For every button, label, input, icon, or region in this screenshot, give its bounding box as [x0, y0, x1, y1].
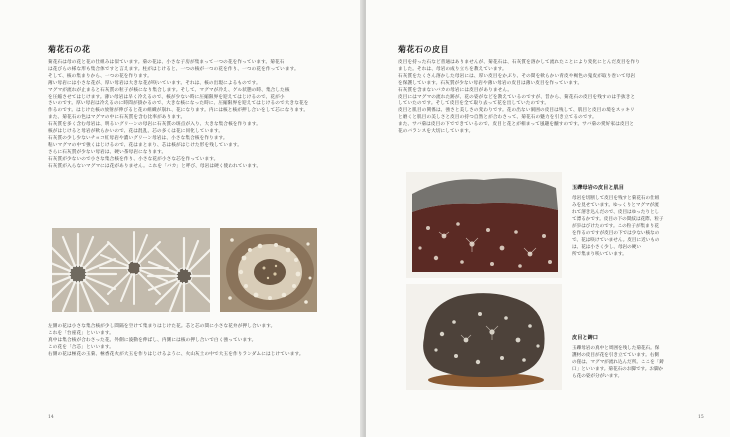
photo-cut-stone-skin-and-face: [406, 172, 562, 278]
caption1-title: 玉礫母岩の皮目と肌目: [572, 185, 624, 191]
left-page-title: 菊花石の花: [48, 44, 91, 54]
photo-stone-skin-and-casting-mouth: [406, 284, 562, 390]
left-page-body: 菊花石は母の花と花の仕組みは似ています。菊の花は、小さな子房が集まって一つの花を作っています。菊花石 は花びらの様な形も集合体ですと言えます。柱がはじけると、一つの核が一つの花を作り、一つの花を作っています。 そして、核の集まりから、一つの花を作ります。 薄い母岩には小さな花が、厚い母岩は大きな花が咲いています。それは、核の出現によるものです。 マグマが流れが止まると石灰質の粒子が核になり集合します。そして、マグマが冷え、ゲル状態の時、集合した核 を圧縮させてはじけます。薄い母岩は早く冷えるので、核が少ない時に圧縮限界を迎えてはじけるので、花が小 さいのです。厚い母岩は冷えるのに時間が掛かるので、大きな核になった時に、圧縮限界を迎えてはじけるので大きな花を 作るのです。はじけた核の放射が伸びると花の組織が崩れ、花になります。内には核と核が押し合いをして芯になります。 また、菊花石の色はマグマの中に石灰質を含む比率があります。 石灰質を多く含む母岩は、明るいグリーンの母岩に石灰質の斑点が入り、大きな集合核を作ります。 核がはじけると母岩が軟らかいので、花は混乱、芯の多くは花に同化しています。 石灰質の少し少ないチョコ紅母岩や濃いグリーン母岩は、小さな集合核を作ります。 粘いマグマの中で強くはじけるので、花はまとまり、芯は核がはじけた形を残しています。 さらに石灰質が少ない母岩は、硬い茶母岩になります。 石灰質が少ないので小さな集合核を作り、小さな花が小さな芯を作っています。 石灰質が入らないマグマには花がありません。これを「バカ」と呼び、母岩は硬く使われています。: [48, 60, 309, 169]
page-number-left: 14: [48, 415, 54, 420]
left-page: [0, 0, 364, 437]
caption1-text: 母岩を切断して皮目を残すと菊花石の仕組 みを見せています。ゆっくりとマグマが流 れて溶き込んだので、皮目はゆったりとし て漂るかです。皮目の下の間紋は花際、粒子 が歩はびけたのです。この粒子が集まり花 を作るのですが皮目の下では少ない核なの で、花は咲けていません。皮目に近いもの は、花は小さく少し、母岩の硬い 所で集まり咲いています。: [572, 196, 664, 257]
photo-chrysanthemum-stone-single-flower: [220, 228, 317, 312]
photo-chrysanthemum-stone-flowers: [52, 228, 210, 312]
page-number-right: 15: [698, 415, 704, 420]
caption2-title: 皮目と鋳口: [572, 335, 598, 341]
right-page-body: 皮目を持った石など普通はありませんが、菊花石は、石灰質を溶かして流れたことにより変化にとんだ皮目を作り ました。それは、母岩の成り立ちを教えています。 石灰質をたくさん溶かした母岩には、厚い皮目をかぶり、その間を軟らかい青皮や褐色の鬼皮が取り巻いて母岩 を保護しています。石灰質が少ない母岩や薄い母岩の皮目は薄い皮目を作っています。 石灰質を含まないバカの母岩には皮目がありません。 皮目にはマグマの流れた跡が、花の姿がなどを教えているのですが、昔から、菊花石の皮目を残すのは手抜きと していたのです。そして皮目を全て取り去って花を出していたのです。 皮目と肌目の関係は、強さと美しさの変わりです。花の出ない洞囲の皮目は残して、肌目と皮目の境をスッキリ と磨くと肌目の美しさと皮目の持つ自然とが合わさって、菊花石の魅力を引き立てるのです。 また、サバ菊は皮目の下でできているので、皮目と花とが相まって風趣を醸すのです。サバ菊の愛好家は皮目と 花のバランスを大切にしています。: [398, 60, 640, 135]
caption2-text: 玉礫母岩の真中と周囲を残した菊花石。保 護材の皮目が花を引き立てています。右側 の窪は、マグマが流れ込んだ所。ここを「鋳 口」といいます。菊花石のお脚です。お脚か ら花の姿が分がいます。: [572, 346, 664, 379]
right-page-title: 菊花石の皮目: [398, 44, 449, 54]
left-page-caption: 左側の花は小さな集合核が少し間隔を空けて集まりはじけた花。芯と芯の間に小さな花弁が押し合います。 これを「台座花」といいます。 真中は集合核が合わさった花、外側に波動を伸ばし、内側には核の押し合いで白く強っています。 この花を「合芯」といいます。 右側の花は極花の玉菊、極香花火が大玉を作りはじけるように、火山灰土の中で大玉を作りランダムにはじけています。: [48, 324, 304, 357]
right-page: [366, 0, 730, 437]
